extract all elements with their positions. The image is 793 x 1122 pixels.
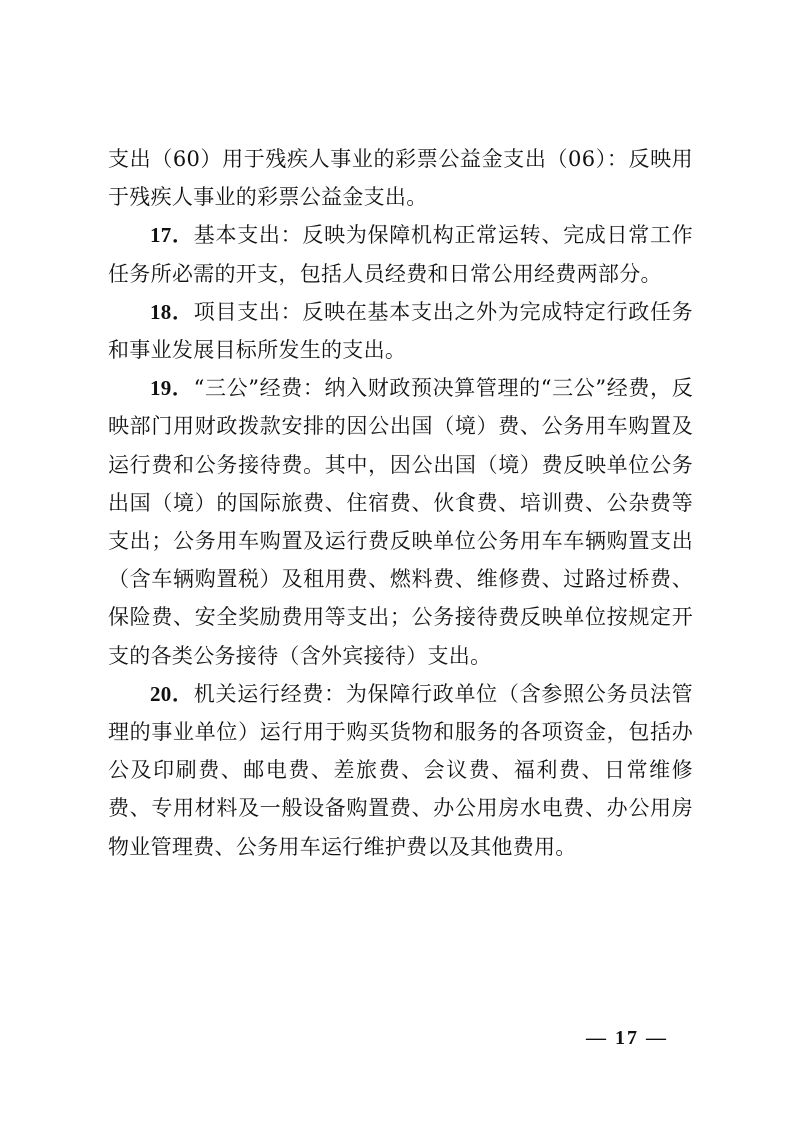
paragraph-text: 支出（60）用于残疾人事业的彩票公益金支出（06）：反映用于残疾人事业的彩票公益金支出。 [108, 147, 693, 210]
paragraph-text: “三公”经费：纳入财政预决算管理的“三公”经费，反映部门用财政拨款安排的因公出国（境）费、公务用车购置及运行费和公务接待费。其中，因公出国（境）费反映单位公务出国（境）的国际旅费、住宿费、伙食费、培训费、公杂费等支出；公务用车购置及运行费反映单位公务用车车辆购置支出（含车辆购置税）及租用费、燃料费、维修费、过路过桥费、保险费、安全奖励费用等支出；公务接待费反映单位按规定开支的各类公务接待（含外宾接待）支出。 [108, 376, 693, 668]
paragraph-agency-operating-funds [108, 675, 693, 866]
paragraph-text: 项目支出：反映在基本支出之外为完成特定行政任务和事业发展目标所发生的支出。 [108, 299, 693, 363]
paragraph-number: 18． [150, 299, 194, 324]
paragraph-three-public-funds [108, 369, 693, 675]
paragraph-basic-expenditure [108, 216, 693, 292]
page-number: — 17 — [586, 1027, 668, 1049]
paragraph-number: 19． [150, 376, 194, 401]
paragraph-continuation [108, 140, 693, 216]
paragraph-project-expenditure [108, 293, 693, 369]
paragraph-text: 基本支出：反映为保障机构正常运转、完成日常工作任务所必需的开支，包括人员经费和日常公用经费两部分。 [108, 223, 693, 286]
paragraph-number: 17． [150, 223, 194, 248]
paragraph-text: 机关运行经费：为保障行政单位（含参照公务员法管理的事业单位）运行用于购买货物和服务的各项资金，包括办公及印刷费、邮电费、差旅费、会议费、福利费、日常维修费、专用材料及一般设备购置费、办公用房水电费、办公用房物业管理费、公务用车运行维护费以及其他费用。 [108, 681, 693, 859]
document-body [108, 140, 693, 866]
paragraph-number: 20． [150, 681, 194, 706]
